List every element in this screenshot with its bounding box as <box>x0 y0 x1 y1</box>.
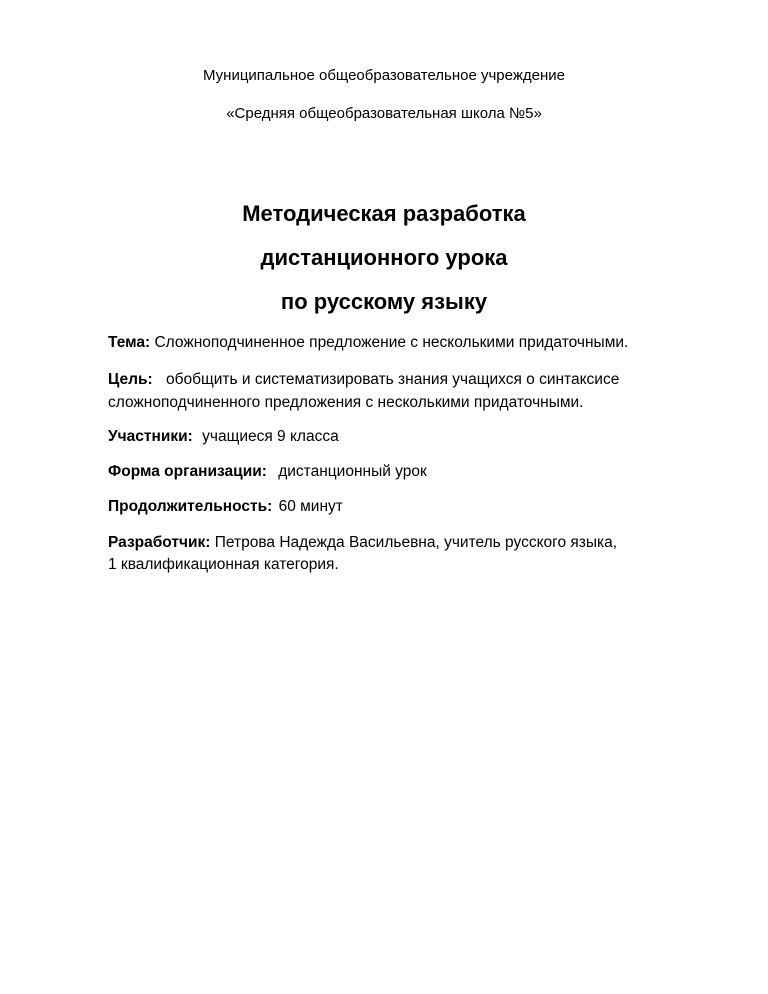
field-participants-label: Участники: <box>108 428 193 445</box>
field-organization-form-label: Форма организации: <box>108 463 267 480</box>
field-developer <box>108 533 728 553</box>
document-title-line2: дистанционного урока <box>260 245 508 270</box>
field-developer-continuation <box>108 555 728 575</box>
field-developer-value-line2: 1 квалификационная категория. <box>108 556 339 573</box>
field-goal <box>108 370 728 390</box>
document-title-line3: по русскому языку <box>280 289 488 314</box>
field-developer-label: Разработчик: <box>108 534 211 551</box>
institution-name-line2: «Средняя общеобразовательная школа №5» <box>226 105 542 122</box>
field-duration-value: 60 минут <box>278 498 343 515</box>
field-participants-value: учащиеся 9 класса <box>202 428 339 445</box>
field-duration-label: Продолжительность: <box>108 498 273 515</box>
field-goal-label: Цель: <box>108 371 153 388</box>
field-duration <box>108 497 728 517</box>
field-organization-form-value: дистанционный урок <box>278 463 427 480</box>
field-goal-continuation <box>108 393 728 413</box>
field-topic <box>108 333 728 353</box>
document-title-line1: Методическая разработка <box>242 201 526 226</box>
field-goal-value-line1: обобщить и систематизировать знания учащихся о синтаксисе <box>165 371 620 388</box>
field-topic-value: Сложноподчиненное предложение с несколькими придаточными. <box>154 334 629 351</box>
field-developer-value-line1: Петрова Надежда Васильевна, учитель русского языка, <box>214 534 618 551</box>
institution-name-line1: Муниципальное общеобразовательное учреждение <box>203 67 565 84</box>
field-goal-value-line2: сложноподчиненного предложения с несколькими придаточными. <box>108 394 584 411</box>
field-topic-label: Тема: <box>108 334 151 351</box>
field-organization-form <box>108 462 728 482</box>
field-participants <box>108 427 728 447</box>
